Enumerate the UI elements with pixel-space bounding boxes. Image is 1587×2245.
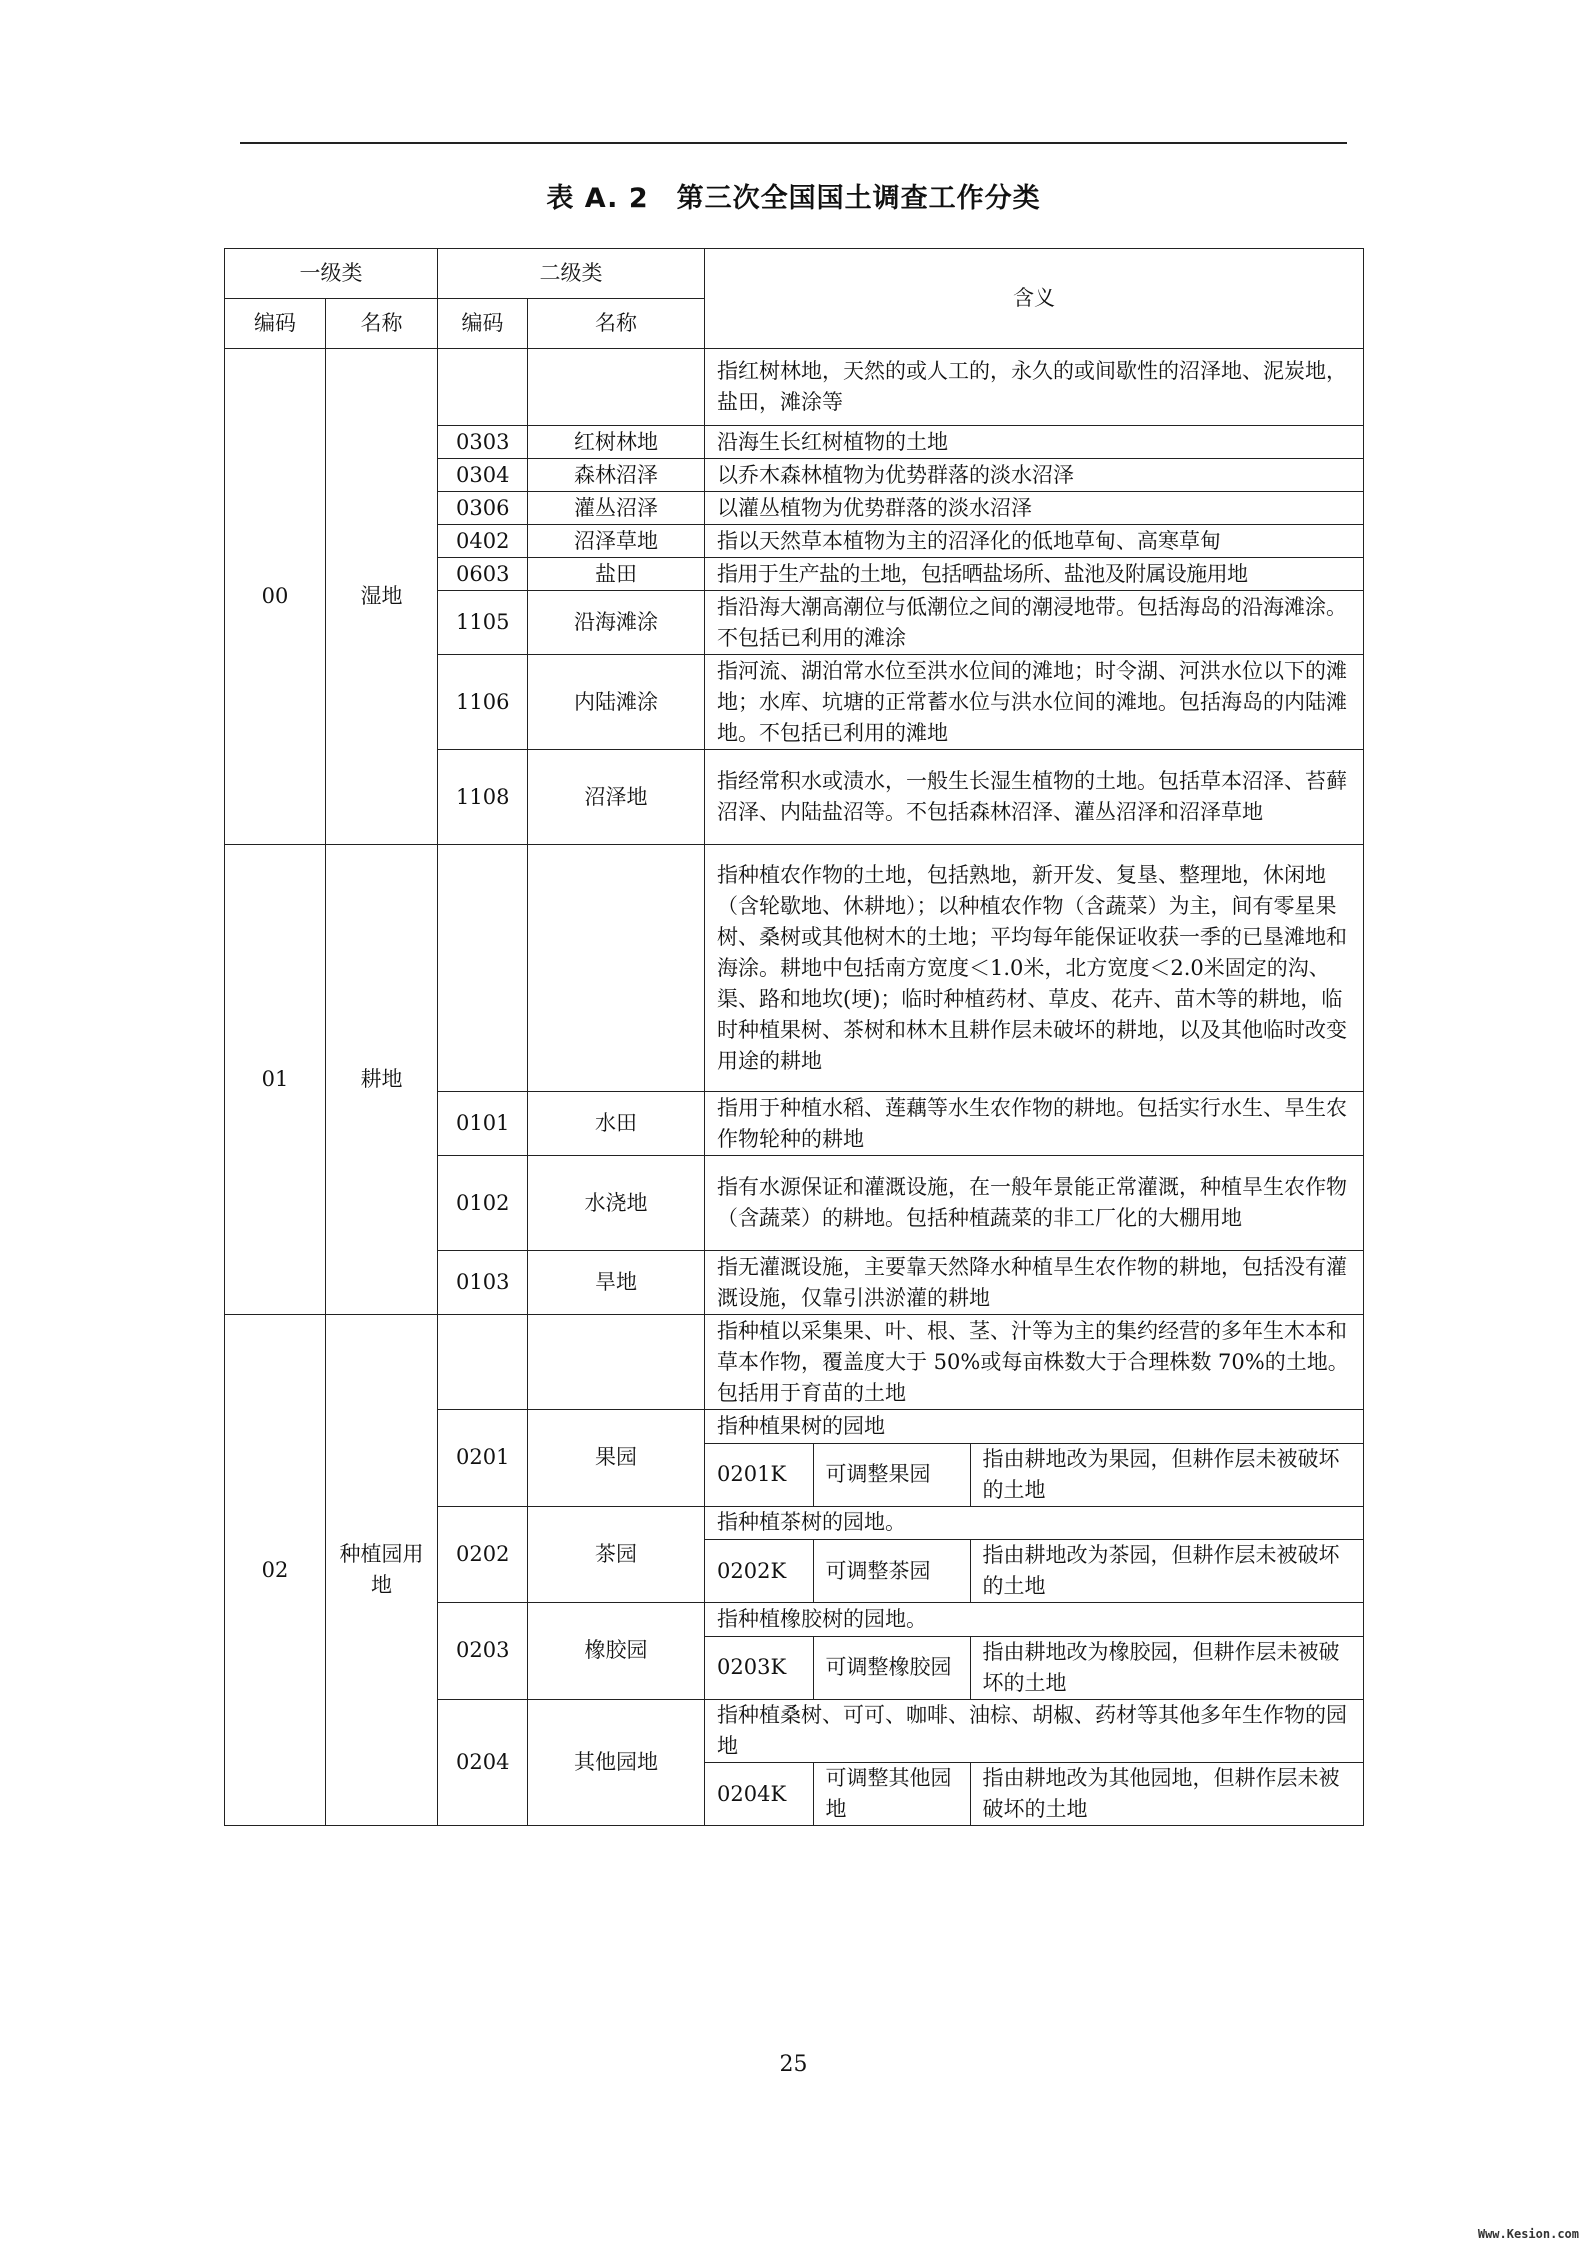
subcategory-detail bbox=[705, 1506, 1364, 1603]
category-name: 种植园用地 bbox=[326, 1315, 438, 1826]
adjustable-name: 可调整果园 bbox=[813, 1443, 970, 1506]
adjustable-code: 0201K bbox=[705, 1443, 813, 1506]
nested-table bbox=[705, 1603, 1363, 1699]
subcategory-detail bbox=[705, 1603, 1364, 1700]
subcategory-code: 1105 bbox=[438, 591, 528, 655]
subcategory-code: 0204 bbox=[438, 1699, 528, 1826]
subcategory-code: 0203 bbox=[438, 1603, 528, 1700]
subcategory-code: 0101 bbox=[438, 1092, 528, 1156]
subcategory-definition: 指种植茶树的园地。 bbox=[705, 1507, 1363, 1540]
subcategory-name: 沼泽地 bbox=[528, 750, 705, 845]
subcategory-name: 灌丛沼泽 bbox=[528, 492, 705, 525]
table-cell bbox=[528, 349, 705, 426]
subcategory-definition: 指用于生产盐的土地，包括晒盐场所、盐池及附属设施用地 bbox=[705, 558, 1364, 591]
subcategory-code: 0102 bbox=[438, 1156, 528, 1251]
adjustable-code: 0202K bbox=[705, 1540, 813, 1603]
nested-table bbox=[705, 1410, 1363, 1506]
subcategory-code: 0103 bbox=[438, 1251, 528, 1315]
adjustable-definition: 指由耕地改为其他园地，但耕作层未被破坏的土地 bbox=[970, 1763, 1363, 1826]
adjustable-code: 0204K bbox=[705, 1763, 813, 1826]
header-name: 名称 bbox=[528, 299, 705, 349]
subcategory-definition: 以乔木森林植物为优势群落的淡水沼泽 bbox=[705, 459, 1364, 492]
subcategory-detail bbox=[705, 1699, 1364, 1826]
subcategory-definition: 指用于种植水稻、莲藕等水生农作物的耕地。包括实行水生、旱生农作物轮种的耕地 bbox=[705, 1092, 1364, 1156]
adjustable-name: 可调整其他园地 bbox=[813, 1763, 970, 1826]
watermark: Www.Kesion.com bbox=[1477, 2227, 1579, 2241]
adjustable-definition: 指由耕地改为果园，但耕作层未被破坏的土地 bbox=[970, 1443, 1363, 1506]
adjustable-definition: 指由耕地改为茶园，但耕作层未被破坏的土地 bbox=[970, 1540, 1363, 1603]
category-definition: 指种植以采集果、叶、根、茎、汁等为主的集约经营的多年生木本和草本作物，覆盖度大于 50%或每亩株数大于合理株数 70%的土地。包括用于育苗的土地 bbox=[705, 1315, 1364, 1410]
page-number: 25 bbox=[779, 2052, 808, 2077]
table-cell bbox=[528, 1315, 705, 1410]
subcategory-definition: 指以天然草本植物为主的沼泽化的低地草甸、高寒草甸 bbox=[705, 525, 1364, 558]
subcategory-definition: 指河流、湖泊常水位至洪水位间的滩地；时令湖、河洪水位以下的滩地；水库、坑塘的正常蓄水位与洪水位间的滩地。包括海岛的内陆滩地。不包括已利用的滩地 bbox=[705, 655, 1364, 750]
table-cell bbox=[528, 845, 705, 1092]
category-code: 01 bbox=[225, 845, 326, 1315]
adjustable-name: 可调整橡胶园 bbox=[813, 1636, 970, 1699]
category-definition: 指种植农作物的土地，包括熟地，新开发、复垦、整理地，休闲地（含轮歇地、休耕地）；以种植农作物（含蔬菜）为主，间有零星果树、桑树或其他树木的土地；平均每年能保证收获一季的已垦滩地和海涂。耕地中包括南方宽度＜1.0米，北方宽度＜2.0米固定的沟、渠、路和地坎(埂)；临时种植药材、草皮、花卉、苗木等的耕地，临时种植果树、茶树和林木且耕作层未破坏的耕地，以及其他临时改变用途的耕地 bbox=[705, 845, 1364, 1092]
subcategory-name: 水浇地 bbox=[528, 1156, 705, 1251]
category-name: 耕地 bbox=[326, 845, 438, 1315]
subcategory-definition: 以灌丛植物为优势群落的淡水沼泽 bbox=[705, 492, 1364, 525]
subcategory-definition: 指有水源保证和灌溉设施，在一般年景能正常灌溉，种植旱生农作物（含蔬菜）的耕地。包括种植蔬菜的非工厂化的大棚用地 bbox=[705, 1156, 1364, 1251]
subcategory-code: 0306 bbox=[438, 492, 528, 525]
subcategory-code: 0603 bbox=[438, 558, 528, 591]
top-rule bbox=[240, 142, 1347, 144]
subcategory-definition: 指种植桑树、可可、咖啡、油棕、胡椒、药材等其他多年生作物的园地 bbox=[705, 1700, 1363, 1763]
table-cell bbox=[438, 1315, 528, 1410]
category-code: 00 bbox=[225, 349, 326, 845]
subcategory-detail bbox=[705, 1410, 1364, 1507]
adjustable-definition: 指由耕地改为橡胶园，但耕作层未被破坏的土地 bbox=[970, 1636, 1363, 1699]
header-code: 编码 bbox=[225, 299, 326, 349]
category-name: 湿地 bbox=[326, 349, 438, 845]
subcategory-name: 其他园地 bbox=[528, 1699, 705, 1826]
subcategory-name: 森林沼泽 bbox=[528, 459, 705, 492]
subcategory-code: 0202 bbox=[438, 1506, 528, 1603]
category-code: 02 bbox=[225, 1315, 326, 1826]
subcategory-name: 水田 bbox=[528, 1092, 705, 1156]
subcategory-name: 沼泽草地 bbox=[528, 525, 705, 558]
header-level2: 二级类 bbox=[438, 249, 705, 299]
adjustable-name: 可调整茶园 bbox=[813, 1540, 970, 1603]
subcategory-name: 沿海滩涂 bbox=[528, 591, 705, 655]
subcategory-name: 红树林地 bbox=[528, 426, 705, 459]
subcategory-name: 旱地 bbox=[528, 1251, 705, 1315]
table-title: 表 A. 2 第三次全国国土调查工作分类 bbox=[546, 183, 1041, 214]
subcategory-code: 1108 bbox=[438, 750, 528, 845]
subcategory-code: 0201 bbox=[438, 1410, 528, 1507]
subcategory-name: 橡胶园 bbox=[528, 1603, 705, 1700]
table-cell bbox=[438, 349, 528, 426]
nested-table bbox=[705, 1700, 1363, 1826]
classification-table bbox=[224, 248, 1364, 1826]
header-code: 编码 bbox=[438, 299, 528, 349]
subcategory-code: 0304 bbox=[438, 459, 528, 492]
subcategory-code: 0303 bbox=[438, 426, 528, 459]
header-name: 名称 bbox=[326, 299, 438, 349]
adjustable-code: 0203K bbox=[705, 1636, 813, 1699]
table-cell bbox=[438, 845, 528, 1092]
subcategory-definition: 指无灌溉设施，主要靠天然降水种植旱生农作物的耕地，包括没有灌溉设施，仅靠引洪淤灌的耕地 bbox=[705, 1251, 1364, 1315]
nested-table bbox=[705, 1507, 1363, 1603]
subcategory-definition: 指种植橡胶树的园地。 bbox=[705, 1603, 1363, 1636]
subcategory-code: 0402 bbox=[438, 525, 528, 558]
subcategory-definition: 指种植果树的园地 bbox=[705, 1410, 1363, 1443]
subcategory-name: 果园 bbox=[528, 1410, 705, 1507]
header-meaning: 含义 bbox=[705, 249, 1364, 349]
subcategory-definition: 指沿海大潮高潮位与低潮位之间的潮浸地带。包括海岛的沿海滩涂。不包括已利用的滩涂 bbox=[705, 591, 1364, 655]
subcategory-definition: 沿海生长红树植物的土地 bbox=[705, 426, 1364, 459]
subcategory-name: 茶园 bbox=[528, 1506, 705, 1603]
subcategory-code: 1106 bbox=[438, 655, 528, 750]
subcategory-definition: 指经常积水或渍水，一般生长湿生植物的土地。包括草本沼泽、苔藓沼泽、内陆盐沼等。不包括森林沼泽、灌丛沼泽和沼泽草地 bbox=[705, 750, 1364, 845]
subcategory-name: 盐田 bbox=[528, 558, 705, 591]
subcategory-name: 内陆滩涂 bbox=[528, 655, 705, 750]
category-definition: 指红树林地，天然的或人工的，永久的或间歇性的沼泽地、泥炭地，盐田，滩涂等 bbox=[705, 349, 1364, 426]
header-level1: 一级类 bbox=[225, 249, 438, 299]
